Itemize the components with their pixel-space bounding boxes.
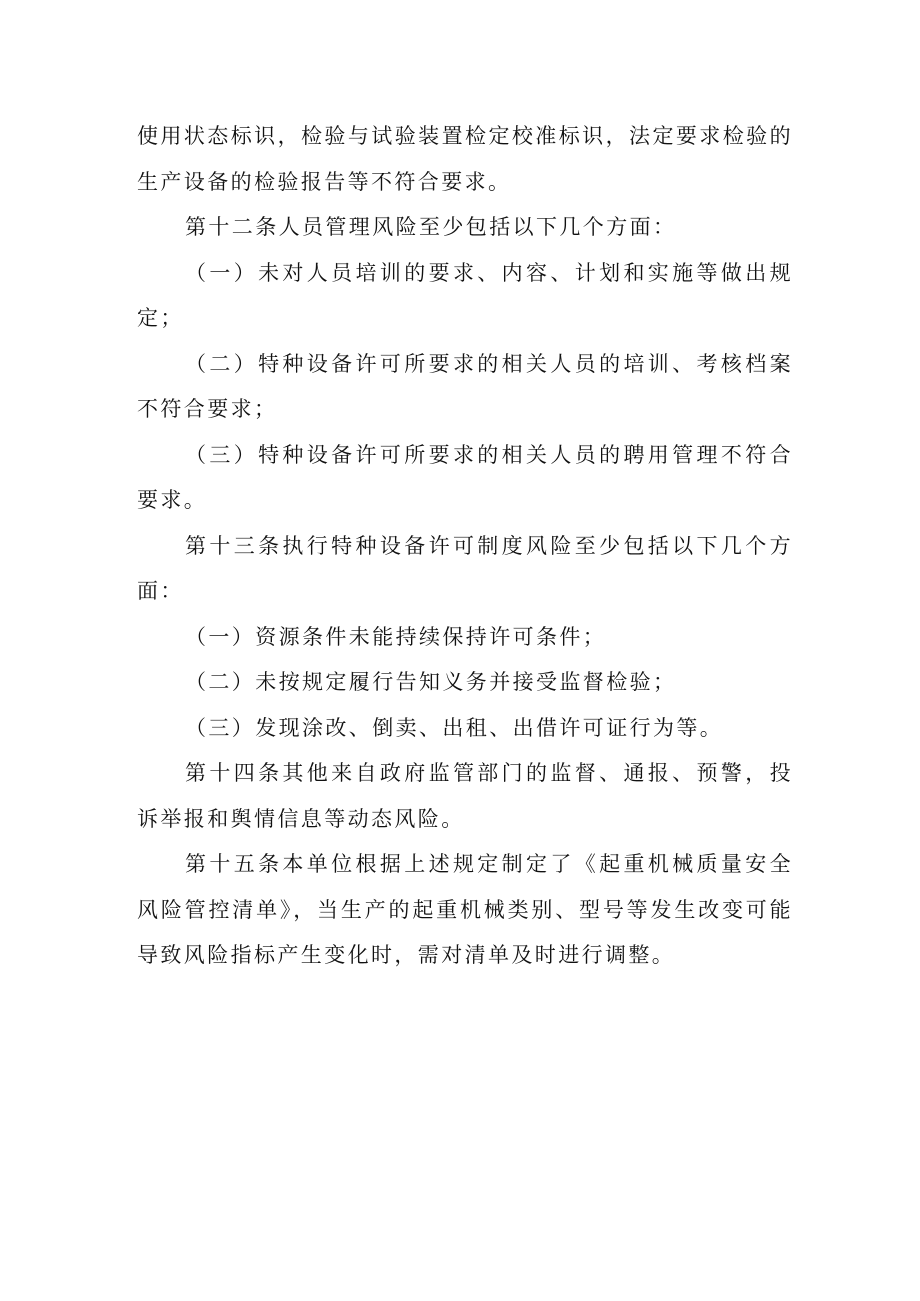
paragraph-article-13-item-1: （一）资源条件未能持续保持许可条件； — [185, 624, 607, 649]
paragraph-article-13-item-2: （二）未按规定履行告知义务并接受监督检验； — [185, 670, 677, 694]
paragraph-article-13-item-3: （三）发现涂改、倒卖、出租、出借许可证行为等。 — [185, 715, 724, 740]
paragraph-article-12-item-3: （三）特种设备许可所要求的相关人员的聘用管理不符合要求。 — [137, 442, 793, 512]
paragraph-continuation: 使用状态标识，检验与试验装置检定校准标识，法定要求检验的生产设备的检验报告等不符合要求。 — [137, 124, 793, 194]
paragraph-article-12-item-1: （一）未对人员培训的要求、内容、计划和实施等做出规定； — [137, 260, 793, 330]
paragraph-article-15: 第十五条本单位根据上述规定制定了《起重机械质量安全风险管控清单》，当生产的起重机械类别、型号等发生改变可能导致风险指标产生变化时，需对清单及时进行调整。 — [137, 852, 793, 967]
paragraph-article-14: 第十四条其他来自政府监管部门的监督、通报、预警，投诉举报和舆情信息等动态风险。 — [137, 761, 793, 831]
paragraph-article-12-item-2: （二）特种设备许可所要求的相关人员的培训、考核档案不符合要求； — [137, 351, 793, 421]
paragraph-article-12: 第十二条人员管理风险至少包括以下几个方面： — [185, 215, 677, 239]
paragraph-article-13: 第十三条执行特种设备许可制度风险至少包括以下几个方面： — [137, 533, 793, 603]
document-page — [137, 114, 793, 979]
